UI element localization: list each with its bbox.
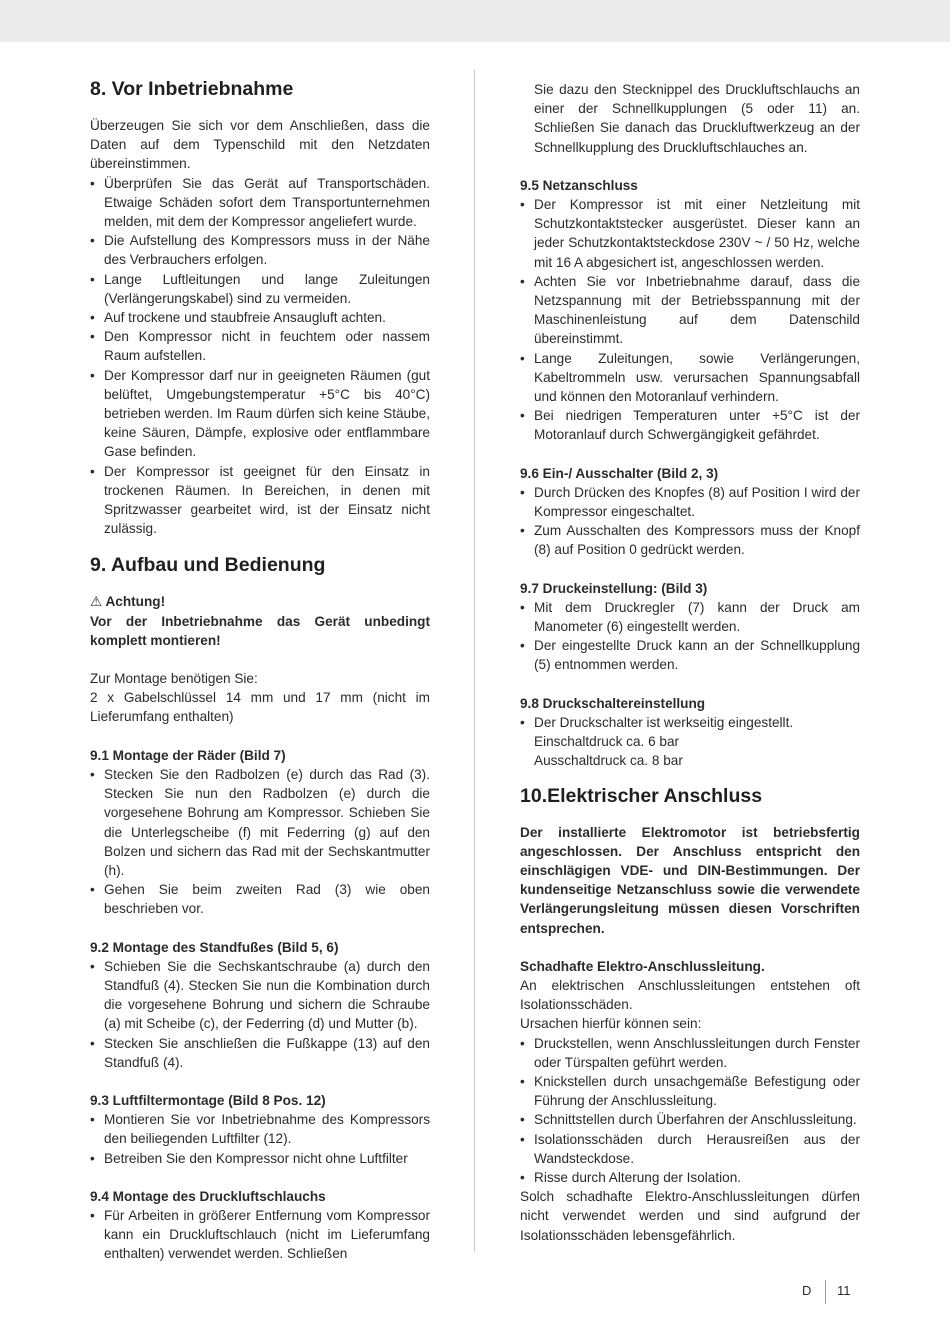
list-item: • Schieben Sie die Sechskantschraube (a) durch den Standfuß (4). Stecken Sie nun die Kombination durch die vorgesehene Bohrung und sichern die Schraube (a) mit Scheibe (c), der Federring (d) und Mutter (b). xyxy=(90,957,430,1034)
section-9-5-list xyxy=(520,195,860,445)
section-10-paragraph-1: An elektrischen Anschlussleitungen entstehen oft Isolationsschäden. xyxy=(520,977,860,1013)
list-item: • Isolationsschäden durch Herausreißen aus der Wandsteckdose. xyxy=(520,1130,860,1168)
page-number: 11 xyxy=(837,1283,851,1298)
list-item: • Der Druckschalter ist werkseitig eingestellt. xyxy=(520,713,860,732)
list-item: • Gehen Sie beim zweiten Rad (3) wie oben beschrieben vor. xyxy=(90,880,430,918)
section-9-2-title: 9.2 Montage des Standfußes (Bild 5, 6) xyxy=(90,939,339,955)
list-item: • Für Arbeiten in größerer Entfernung vom Kompressor kann ein Druckluftschlauch (nicht im Lieferumfang enthalten) verwendet werden. Schließen xyxy=(90,1206,430,1264)
section-9-2-list xyxy=(90,957,430,1072)
section-10-list xyxy=(520,1034,860,1188)
list-item: • Überprüfen Sie das Gerät auf Transportschäden. Etwaige Schäden sofort dem Transportunternehmen melden, mit dem der Kompressor angeliefert wurde. xyxy=(90,174,430,232)
list-item: • Achten Sie vor Inbetriebnahme darauf, dass die Netzspannung mit der Betriebsspannung mit der Maschinenleistung auf dem Datenschild übereinstimmt. xyxy=(520,272,860,349)
section-9-1-title: 9.1 Montage der Räder (Bild 7) xyxy=(90,747,286,763)
list-item: • Zum Ausschalten des Kompressors muss der Knopf (8) auf Position 0 gedrückt werden. xyxy=(520,521,860,559)
list-item: • Der Kompressor ist geeignet für den Einsatz in trockenen Räumen. In Bereichen, in denen mit Spritzwasser gearbeitet wird, ist der Einsatz nicht zulässig. xyxy=(90,462,430,539)
section-9-title: 9. Aufbau und Bedienung xyxy=(90,554,326,577)
warning-heading: ⚠ Achtung! xyxy=(90,594,166,610)
section-10-paragraph-2: Ursachen hierfür können sein: xyxy=(520,1016,702,1032)
list-item: • Schnittstellen durch Überfahren der Anschlussleitung. xyxy=(520,1110,860,1129)
section-9-7-list xyxy=(520,598,860,675)
list-item: • Durch Drücken des Knopfes (8) auf Position I wird der Kompressor eingeschaltet. xyxy=(520,483,860,521)
section-8-title: 8. Vor Inbetriebnahme xyxy=(90,78,294,100)
section-9-8-title: 9.8 Druckschaltereinstellung xyxy=(520,695,706,711)
section-10-bold-paragraph: Der installierte Elektromotor ist betriebsfertig angeschlossen. Der Anschluss entspricht den einschlägigen VDE- und DIN-Bestimmungen. Der kundenseitige Netzanschluss sowie die verwendete Verlängerungsleitung müssen diesen Vorschriften entsprechen. xyxy=(520,824,860,936)
list-item: • Mit dem Druckregler (7) kann der Druck am Manometer (6) eingestellt werden. xyxy=(520,598,860,636)
section-9-6-title: 9.6 Ein-/ Ausschalter (Bild 2, 3) xyxy=(520,465,719,481)
section-8-intro: Überzeugen Sie sich vor dem Anschließen, dass die Daten auf dem Typenschild mit den Netzdaten übereinstimmen. xyxy=(90,118,430,172)
list-item: • Knickstellen durch unsachgemäße Befestigung oder Führung der Anschlussleitung. xyxy=(520,1072,860,1110)
list-item: • Stecken Sie den Radbolzen (e) durch das Rad (3). Stecken Sie nun den Radbolzen (e) durch die vorgesehene Bohrung am Kompressor. Schieben Sie die Unterlegscheibe (f) mit Federring (g) auf den Bolzen und sichern das Rad mit der Sechskantmutter (h). xyxy=(90,765,430,880)
section-9-3-list xyxy=(90,1110,430,1168)
cut-in-pressure: Einschaltdruck ca. 6 bar xyxy=(534,734,680,750)
section-10-title: 10.Elektrischer Anschluss xyxy=(520,784,763,807)
list-item: • Lange Zuleitungen, sowie Verlängerungen, Kabeltrommeln usw. verursachen Spannungsabfall und können den Motoranlauf verhindern. xyxy=(520,349,860,407)
section-9-1-list xyxy=(90,765,430,919)
section-10-paragraph-3: Solch schadhafte Elektro-Anschlussleitungen dürfen nicht verwendet werden und sind aufgrund der Isolationsschäden lebensgefährlich. xyxy=(520,1189,860,1243)
list-item: • Der Kompressor ist mit einer Netzleitung mit Schutzkontaktstecker ausgerüstet. Dieser kann an jeder Schutzkontaktsteckdose 230V ~ / 50 Hz, welche mit 16 A abgesichert ist, angeschlossen werden. xyxy=(520,195,860,272)
section-9-8-list xyxy=(520,713,860,732)
footer-language: D xyxy=(802,1283,812,1298)
list-item: • Die Aufstellung des Kompressors muss in der Nähe des Verbrauchers erfolgen. xyxy=(90,231,430,269)
list-item: • Risse durch Alterung der Isolation. xyxy=(520,1168,860,1187)
list-item: • Lange Luftleitungen und lange Zuleitungen (Verlängerungskabel) sind zu vermeiden. xyxy=(90,270,430,308)
footer-separator xyxy=(825,1280,826,1304)
list-item: • Auf trockene und staubfreie Ansaugluft achten. xyxy=(90,308,430,327)
column-divider xyxy=(474,70,475,1252)
section-9-6-list xyxy=(520,483,860,560)
list-item: • Bei niedrigen Temperaturen unter +5°C ist der Motoranlauf durch Schwergängigkeit gefährdet. xyxy=(520,406,860,444)
tools-line-1: Zur Montage benötigen Sie: xyxy=(90,671,258,687)
section-9-4-list xyxy=(90,1206,430,1264)
cut-out-pressure: Ausschaltdruck ca. 8 bar xyxy=(534,753,683,769)
list-item: • Druckstellen, wenn Anschlussleitungen durch Fenster oder Türspalten geführt werden. xyxy=(520,1034,860,1072)
tools-line-2: 2 x Gabelschlüssel 14 mm und 17 mm (nicht im Lieferumfang enthalten) xyxy=(90,690,430,725)
left-column xyxy=(90,76,430,1264)
section-9-7-title: 9.7 Druckeinstellung: (Bild 3) xyxy=(520,580,708,596)
list-item: • Stecken Sie anschließen die Fußkappe (13) auf den Standfuß (4). xyxy=(90,1034,430,1072)
list-item: • Der Kompressor darf nur in geeigneten Räumen (gut belüftet, Umgebungstemperatur +5°C bis 40°C) betrieben werden. Im Raum dürfen sich keine Stäube, keine Säuren, Dämpfe, explosive oder entflammbare Gase befinden. xyxy=(90,366,430,462)
warning-text: Vor der Inbetriebnahme das Gerät unbedingt komplett montieren! xyxy=(90,613,430,648)
top-bar xyxy=(0,0,950,42)
right-column xyxy=(520,80,860,1245)
section-9-3-title: 9.3 Luftfiltermontage (Bild 8 Pos. 12) xyxy=(90,1092,326,1108)
section-9-5-title: 9.5 Netzanschluss xyxy=(520,177,638,193)
section-9-4-continuation: Sie dazu den Stecknippel des Druckluftschlauchs an einer der Schnellkupplungen (5 oder 11) an. Schließen Sie danach das Druckluftwerkzeug an der Schnellkupplung des Druckluftschlauches an. xyxy=(534,82,860,155)
list-item: • Den Kompressor nicht in feuchtem oder nassem Raum aufstellen. xyxy=(90,327,430,365)
list-item: • Betreiben Sie den Kompressor nicht ohne Luftfilter xyxy=(90,1149,430,1168)
section-10-subheading: Schadhafte Elektro-Anschlussleitung. xyxy=(520,958,765,974)
list-item: • Der eingestellte Druck kann an der Schnellkupplung (5) entnommen werden. xyxy=(520,636,860,674)
list-item: • Montieren Sie vor Inbetriebnahme des Kompressors den beiliegenden Luftfilter (12). xyxy=(90,1110,430,1148)
section-8-list xyxy=(90,174,430,539)
section-9-4-title: 9.4 Montage des Druckluftschlauchs xyxy=(90,1188,326,1204)
